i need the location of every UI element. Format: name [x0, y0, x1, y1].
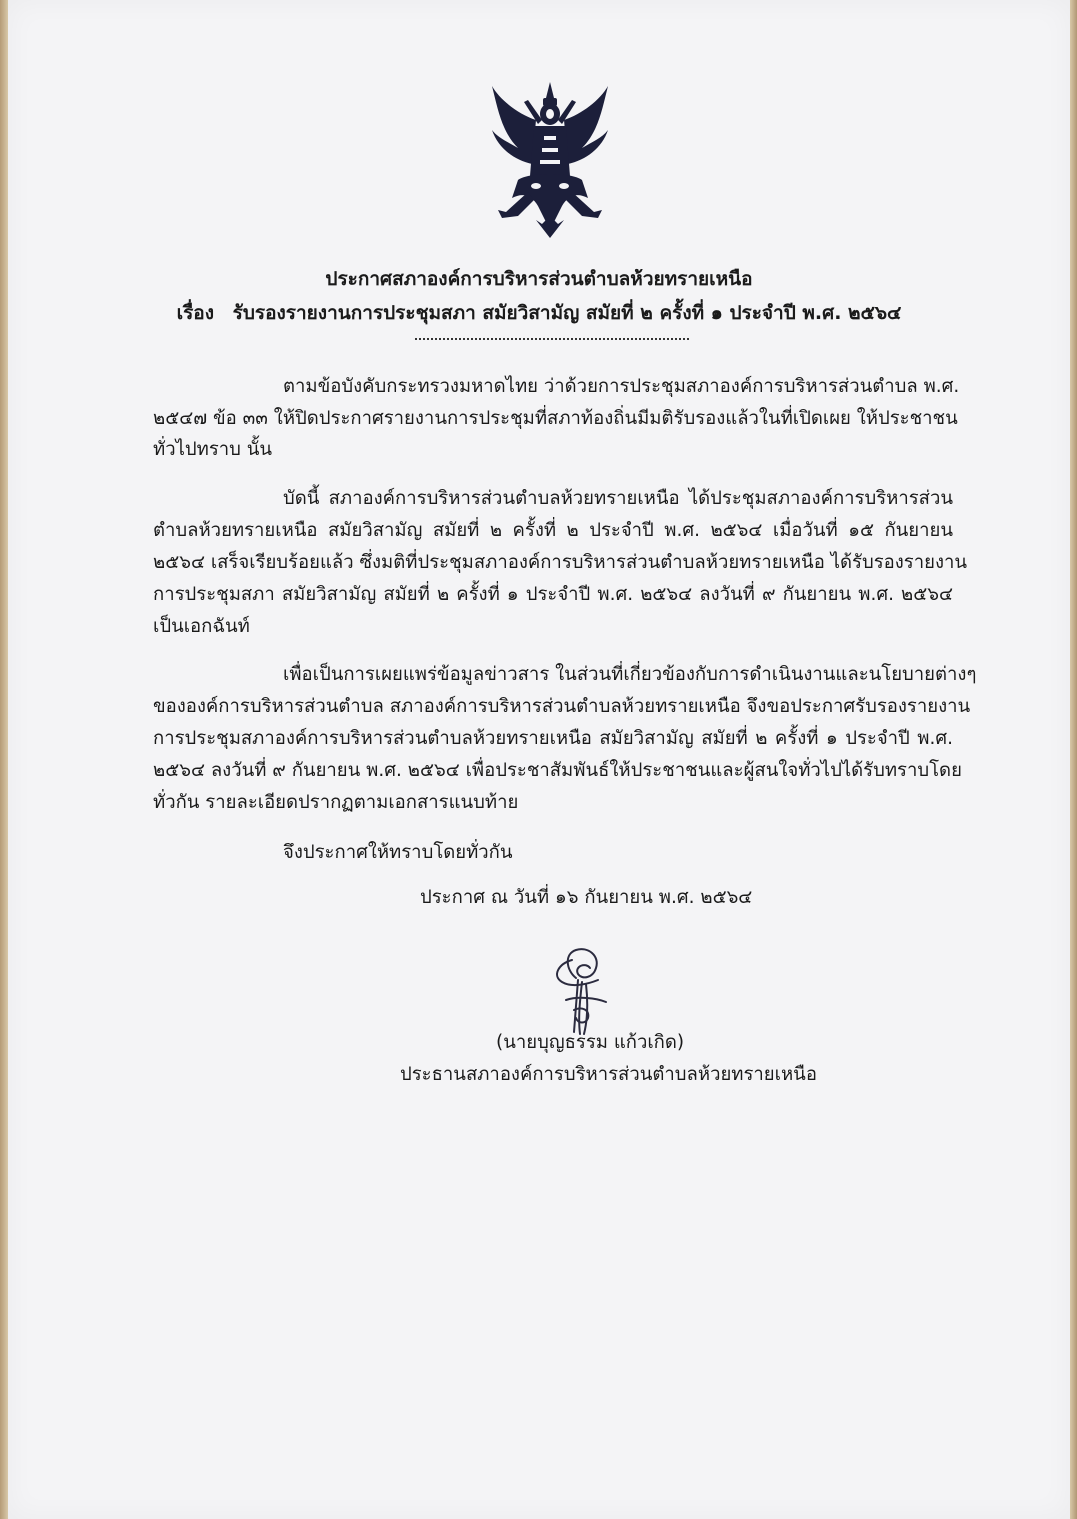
paragraph2-line: ๒๕๖๔ เสร็จเรียบร้อยแล้ว ซึ่งมติที่ประชุมสภาองค์การบริหารส่วนตำบลห้วยทรายเหนือ ได้รับรองรายงาน [153, 552, 968, 573]
garuda-emblem-icon [488, 80, 613, 240]
closing-statement: จึงประกาศให้ทราบโดยทั่วกัน [283, 842, 513, 863]
paragraph3-line: เพื่อเป็นการเผยแพร่ข้อมูลข่าวสาร ในส่วนที่เกี่ยวข้องกับการดำเนินงานและนโยบายต่างๆ [283, 664, 977, 685]
paragraph3-line: ๒๕๖๔ ลงวันที่ ๙ กันยายน พ.ศ. ๒๕๖๔ เพื่อประชาสัมพันธ์ให้ประชาชนและผู้สนใจทั่วไปได้รับทราบโดย [153, 760, 962, 781]
signatory-position: ประธานสภาองค์การบริหารส่วนตำบลห้วยทรายเหนือ [400, 1064, 817, 1085]
dotted-divider [415, 338, 689, 340]
document-page [8, 0, 1070, 1519]
paragraph3-line: ขององค์การบริหารส่วนตำบล สภาองค์การบริหารส่วนตำบลห้วยทรายเหนือ จึงขอประกาศรับรองรายงาน [153, 696, 971, 717]
paper-edge-right [1070, 0, 1077, 1519]
subject-label: เรื่อง [176, 302, 214, 324]
signature-icon [538, 940, 628, 1040]
paragraph3-line: ทั่วกัน รายละเอียดปรากฏตามเอกสารแนบท้าย [153, 792, 519, 813]
announcement-title: ประกาศสภาองค์การบริหารส่วนตำบลห้วยทรายเหนือ [325, 268, 753, 290]
paragraph1-line: ตามข้อบังคับกระทรวงมหาดไทย ว่าด้วยการประชุมสภาองค์การบริหารส่วนตำบล พ.ศ. [283, 376, 960, 397]
paragraph2-line: บัดนี้ สภาองค์การบริหารส่วนตำบลห้วยทรายเหนือ ได้ประชุมสภาองค์การบริหารส่วน [283, 488, 953, 509]
announcement-date: ประกาศ ณ วันที่ ๑๖ กันยายน พ.ศ. ๒๕๖๔ [420, 887, 753, 908]
paper-edge-left [0, 0, 8, 1519]
subject-text: รับรองรายงานการประชุมสภา สมัยวิสามัญ สมัยที่ ๒ ครั้งที่ ๑ ประจำปี พ.ศ. ๒๕๖๔ [232, 302, 902, 324]
paragraph2-line: ตำบลห้วยทรายเหนือ สมัยวิสามัญ สมัยที่ ๒ ครั้งที่ ๒ ประจำปี พ.ศ. ๒๕๖๔ เมื่อวันที่ ๑๕ กันยายน [153, 520, 953, 541]
paragraph3-line: การประชุมสภาองค์การบริหารส่วนตำบลห้วยทรายเหนือ สมัยวิสามัญ สมัยที่ ๒ ครั้งที่ ๑ ประจำปี พ.ศ. [153, 728, 953, 749]
paragraph1-line: ทั่วไปทราบ นั้น [153, 439, 273, 460]
signatory-name: (นายบุญธรรม แก้วเกิด) [496, 1032, 685, 1053]
paragraph1-line: ๒๕๔๗ ข้อ ๓๓ ให้ปิดประกาศรายงานการประชุมที่สภาท้องถิ่นมีมติรับรองแล้วในที่เปิดเผย ให้ประชาชน [153, 408, 958, 429]
paragraph2-line: เป็นเอกฉันท์ [153, 616, 250, 637]
announcement-subject [8, 298, 1070, 328]
paragraph2-line: การประชุมสภา สมัยวิสามัญ สมัยที่ ๒ ครั้งที่ ๑ ประจำปี พ.ศ. ๒๕๖๔ ลงวันที่ ๙ กันยายน พ.ศ. ๒๕๖๔ [153, 584, 953, 605]
